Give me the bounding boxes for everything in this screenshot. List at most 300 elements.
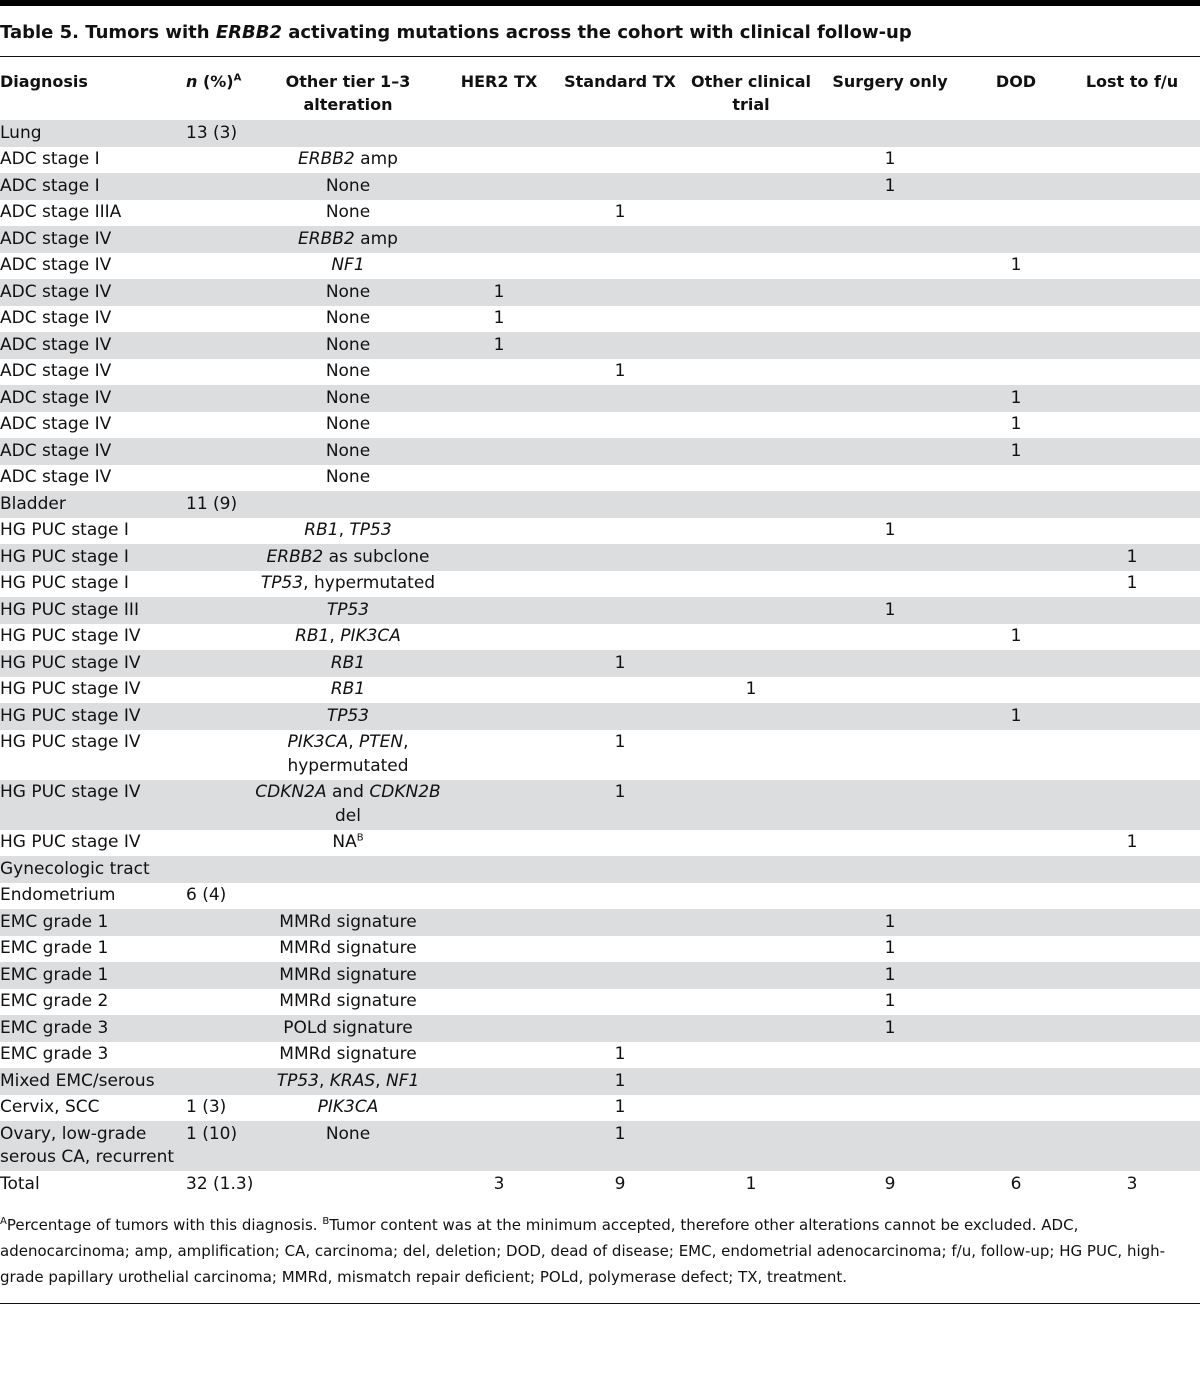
- cell-diagnosis: ADC stage IV: [0, 414, 112, 434]
- cell-clinical-trial: [690, 200, 812, 227]
- cell-surgery-only: [812, 883, 968, 910]
- cell-her2-tx: [448, 253, 550, 280]
- cell-her2-tx: [448, 173, 550, 200]
- table-row: [0, 173, 1200, 200]
- cell-other-alteration: [248, 359, 448, 386]
- cell-standard-tx: [550, 173, 690, 200]
- cell-diagnosis: Lung: [0, 120, 176, 147]
- cell-other-alteration: [248, 780, 448, 830]
- cell-diagnosis: Mixed EMC/serous: [0, 1068, 176, 1095]
- total-row: [0, 1171, 1200, 1198]
- alteration-segment: ,: [348, 732, 360, 752]
- cell-other-alteration: [248, 909, 448, 936]
- cell-dod: [968, 200, 1064, 227]
- cell-diagnosis: ADC stage IIIA: [0, 202, 122, 222]
- cell-her2-tx: [448, 856, 550, 883]
- cell-her2-tx: [448, 544, 550, 571]
- cell-standard-tx: [550, 883, 690, 910]
- cell-her2-tx: [448, 650, 550, 677]
- cell-surgery-only: [812, 253, 968, 280]
- cell-lost-to-fu: [1064, 677, 1200, 704]
- cell-standard-tx: [550, 147, 690, 174]
- cell-standard-tx: [550, 909, 690, 936]
- cell-surgery-only: 1: [812, 173, 968, 200]
- table-row: [0, 989, 1200, 1016]
- title-rule: [0, 56, 1200, 57]
- cell-other-alteration: [248, 1171, 448, 1198]
- alteration-segment: None: [325, 414, 371, 434]
- cell-dod: [968, 279, 1064, 306]
- table-row: [0, 677, 1200, 704]
- table-row: [0, 306, 1200, 333]
- cell-clinical-trial: [690, 173, 812, 200]
- cell-her2-tx: [448, 200, 550, 227]
- cell-n-percent: 1 (3): [186, 1097, 227, 1117]
- alteration-segment: None: [325, 175, 371, 196]
- cell-n-percent: [176, 650, 248, 677]
- cell-her2-tx: [448, 120, 550, 147]
- cell-standard-tx: [550, 830, 690, 857]
- cell-n-percent: [176, 856, 248, 883]
- cell-surgery-only: [812, 730, 968, 780]
- cell-her2-tx: [448, 989, 550, 1016]
- cell-clinical-trial: [690, 332, 812, 359]
- alteration-segment: PIK3CA: [287, 732, 349, 752]
- cell-other-alteration: [248, 730, 448, 780]
- cell-lost-to-fu: [1064, 1121, 1200, 1171]
- cell-dod: [968, 465, 1064, 492]
- cell-diagnosis: EMC grade 3: [0, 1015, 176, 1042]
- cell-clinical-trial: [690, 147, 812, 174]
- cell-her2-tx: [448, 359, 550, 386]
- table-row: [0, 1095, 1200, 1122]
- table-row: [0, 856, 1200, 883]
- cell-standard-tx: [550, 226, 690, 253]
- cell-n-percent: 6 (4): [186, 885, 227, 905]
- cell-surgery-only: 1: [812, 909, 968, 936]
- cell-dod: [968, 359, 1064, 386]
- cell-diagnosis: HG PUC stage I: [0, 520, 129, 540]
- table-row: [0, 253, 1200, 280]
- cell-diagnosis: Cervix, SCC: [0, 1097, 100, 1117]
- cell-standard-tx: [550, 412, 690, 439]
- cell-dod: [968, 883, 1064, 910]
- cell-standard-tx: [550, 120, 690, 147]
- cell-n-percent: 13 (3): [176, 120, 248, 147]
- cell-clinical-trial: [690, 1015, 812, 1042]
- cell-diagnosis: ADC stage IV: [0, 279, 176, 306]
- header-row: [0, 68, 1200, 120]
- cell-clinical-trial: [690, 465, 812, 492]
- cell-standard-tx: [550, 465, 690, 492]
- cell-n-percent: [176, 1042, 248, 1069]
- alteration-segment: MMRd signature: [279, 1044, 417, 1064]
- cell-dod: [968, 226, 1064, 253]
- table-row: [0, 544, 1200, 571]
- table-row: [0, 412, 1200, 439]
- cell-her2-tx: [448, 491, 550, 518]
- cell-n-percent: [176, 438, 248, 465]
- header-diagnosis: Diagnosis: [0, 72, 88, 91]
- header-standard-tx: Standard TX: [564, 72, 676, 91]
- cell-diagnosis: EMC grade 1: [0, 962, 176, 989]
- cell-dod: [968, 571, 1064, 598]
- cell-clinical-trial: [690, 624, 812, 651]
- cell-n-percent: [176, 226, 248, 253]
- cell-dod: [968, 1095, 1064, 1122]
- cell-her2-tx: [448, 1121, 550, 1171]
- alteration-segment: POLd signature: [283, 1017, 413, 1038]
- cell-standard-tx: [550, 571, 690, 598]
- cell-lost-to-fu: [1064, 226, 1200, 253]
- table-row: [0, 438, 1200, 465]
- cell-her2-tx: [448, 571, 550, 598]
- cell-standard-tx: [550, 544, 690, 571]
- table-row: [0, 830, 1200, 857]
- alteration-segment: NA: [332, 832, 357, 852]
- cell-dod: 1: [1010, 626, 1022, 646]
- alteration-segment: None: [325, 202, 371, 222]
- header-n: [176, 68, 248, 120]
- alteration-segment: ERBB2: [266, 546, 324, 567]
- cell-other-alteration: [248, 120, 448, 147]
- cell-other-alteration: [248, 306, 448, 333]
- cell-n-percent: [176, 730, 248, 780]
- cell-diagnosis: ADC stage IV: [0, 255, 112, 275]
- alteration-segment: B: [356, 832, 364, 844]
- alteration-segment: amp: [354, 149, 398, 169]
- alteration-segment: amp: [354, 228, 398, 249]
- cell-other-alteration: [248, 518, 448, 545]
- cell-other-alteration: [248, 883, 448, 910]
- cell-dod: [968, 544, 1064, 571]
- cell-other-alteration: [248, 989, 448, 1016]
- cell-standard-tx: 1: [614, 1044, 626, 1064]
- cell-surgery-only: [812, 571, 968, 598]
- cell-clinical-trial: [690, 909, 812, 936]
- cell-diagnosis: ADC stage IV: [0, 332, 176, 359]
- cell-n-percent: [176, 703, 248, 730]
- cell-other-alteration: [248, 412, 448, 439]
- table-row: [0, 465, 1200, 492]
- cell-diagnosis: ADC stage IV: [0, 438, 176, 465]
- cell-surgery-only: [812, 1042, 968, 1069]
- table-row: [0, 597, 1200, 624]
- cell-lost-to-fu: [1064, 147, 1200, 174]
- table-row: [0, 650, 1200, 677]
- table-row: [0, 624, 1200, 651]
- table-row: [0, 518, 1200, 545]
- table-title: [0, 20, 1200, 46]
- cell-n-percent: [176, 936, 248, 963]
- cell-other-alteration: [248, 465, 448, 492]
- cell-clinical-trial: [690, 962, 812, 989]
- cell-n-percent: [176, 306, 248, 333]
- alteration-segment: RB1: [330, 652, 366, 673]
- cell-her2-tx: [448, 226, 550, 253]
- cell-n-percent: [176, 544, 248, 571]
- cell-surgery-only: [812, 465, 968, 492]
- cell-her2-tx: [448, 909, 550, 936]
- cell-clinical-trial: [690, 438, 812, 465]
- cell-her2-tx: 1: [448, 332, 550, 359]
- cell-n-percent: [176, 465, 248, 492]
- alteration-segment: RB1: [330, 679, 366, 699]
- alteration-segment: MMRd signature: [279, 938, 417, 958]
- title-prefix: Table 5. Tumors with: [0, 22, 216, 43]
- cell-other-alteration: [248, 1015, 448, 1042]
- cell-clinical-trial: [690, 856, 812, 883]
- cell-n-percent: 11 (9): [176, 491, 248, 518]
- cell-dod: [968, 306, 1064, 333]
- cell-n-percent: [176, 962, 248, 989]
- cell-her2-tx: 1: [448, 279, 550, 306]
- cell-dod: [968, 173, 1064, 200]
- alteration-segment: ,: [329, 626, 341, 646]
- cell-dod: [968, 120, 1064, 147]
- cell-other-alteration: [248, 1095, 448, 1122]
- cell-diagnosis: ADC stage I: [0, 173, 176, 200]
- cell-other-alteration: [248, 962, 448, 989]
- cell-diagnosis: HG PUC stage IV: [0, 679, 141, 699]
- cell-diagnosis: ADC stage I: [0, 149, 100, 169]
- cell-her2-tx: [448, 830, 550, 857]
- cell-diagnosis: HG PUC stage IV: [0, 703, 176, 730]
- cell-n-percent: [176, 677, 248, 704]
- cell-lost-to-fu: [1064, 438, 1200, 465]
- cell-clinical-trial: [690, 279, 812, 306]
- cell-clinical-trial: [690, 730, 812, 780]
- cell-lost-to-fu: [1064, 359, 1200, 386]
- cell-other-alteration: [248, 1068, 448, 1095]
- cell-n-percent: [176, 1015, 248, 1042]
- cell-other-alteration: [248, 332, 448, 359]
- cell-dod: [968, 909, 1064, 936]
- alteration-segment: MMRd signature: [279, 964, 417, 985]
- cell-lost-to-fu: [1064, 780, 1200, 830]
- cell-standard-tx: 1: [550, 1121, 690, 1171]
- cell-lost-to-fu: [1064, 597, 1200, 624]
- cell-diagnosis: HG PUC stage III: [0, 597, 176, 624]
- cell-lost-to-fu: [1064, 279, 1200, 306]
- title-gene: ERBB2: [215, 22, 282, 43]
- cell-lost-to-fu: [1064, 962, 1200, 989]
- cell-surgery-only: 1: [812, 962, 968, 989]
- cell-clinical-trial: [690, 253, 812, 280]
- cell-dod: 6: [968, 1171, 1064, 1198]
- cell-dod: 1: [1010, 414, 1022, 434]
- cell-clinical-trial: [690, 412, 812, 439]
- alteration-segment: MMRd signature: [279, 911, 417, 932]
- cell-her2-tx: 1: [493, 308, 505, 328]
- cell-other-alteration: [248, 253, 448, 280]
- cell-surgery-only: [812, 544, 968, 571]
- cell-clinical-trial: [690, 306, 812, 333]
- cell-lost-to-fu: [1064, 253, 1200, 280]
- cell-her2-tx: [448, 1015, 550, 1042]
- cell-clinical-trial: [690, 120, 812, 147]
- cell-standard-tx: 9: [550, 1171, 690, 1198]
- cell-clinical-trial: [690, 491, 812, 518]
- cell-standard-tx: [550, 936, 690, 963]
- alteration-segment: TP53: [326, 705, 370, 726]
- cell-lost-to-fu: [1064, 200, 1200, 227]
- cell-standard-tx: [550, 306, 690, 333]
- table-row: [0, 385, 1200, 412]
- alteration-segment: , hypermutated: [287, 732, 409, 776]
- cell-standard-tx: 1: [614, 1097, 626, 1117]
- alteration-segment: None: [325, 1123, 371, 1144]
- cell-other-alteration: [248, 830, 448, 857]
- table-row: [0, 147, 1200, 174]
- cell-her2-tx: [448, 780, 550, 830]
- cell-surgery-only: 1: [812, 1015, 968, 1042]
- alteration-segment: None: [325, 387, 371, 408]
- cell-dod: 1: [968, 385, 1064, 412]
- alteration-segment: KRAS: [329, 1070, 376, 1091]
- cell-other-alteration: [248, 385, 448, 412]
- cell-diagnosis: HG PUC stage IV: [0, 650, 176, 677]
- cell-other-alteration: [248, 491, 448, 518]
- cell-n-percent: [176, 518, 248, 545]
- cell-dod: [968, 830, 1064, 857]
- cell-n-percent: [176, 173, 248, 200]
- cell-lost-to-fu: [1064, 883, 1200, 910]
- cell-clinical-trial: [690, 385, 812, 412]
- cell-dod: [968, 1042, 1064, 1069]
- header-dod: DOD: [995, 72, 1037, 91]
- table-row: [0, 730, 1200, 780]
- table-row: [0, 571, 1200, 598]
- cell-dod: [968, 1121, 1064, 1171]
- cell-standard-tx: [550, 856, 690, 883]
- cell-other-alteration: [248, 650, 448, 677]
- cell-n-percent: [176, 1068, 248, 1095]
- cell-other-alteration: [248, 1121, 448, 1171]
- cell-standard-tx: [550, 989, 690, 1016]
- table-row: [0, 332, 1200, 359]
- alteration-segment: NF1: [385, 1070, 420, 1091]
- cell-diagnosis: HG PUC stage IV: [0, 780, 176, 830]
- cell-dod: 1: [968, 438, 1064, 465]
- cell-standard-tx: 1: [550, 1068, 690, 1095]
- cell-lost-to-fu: [1064, 385, 1200, 412]
- cell-n-percent: [176, 624, 248, 651]
- cell-n-percent: [176, 597, 248, 624]
- cell-clinical-trial: [690, 989, 812, 1016]
- cell-dod: [968, 780, 1064, 830]
- header-clinical-trial: Other clinical trial: [690, 72, 812, 114]
- results-table: [0, 68, 1200, 1198]
- cell-surgery-only: [812, 1121, 968, 1171]
- cell-surgery-only: 1: [884, 520, 896, 540]
- cell-lost-to-fu: 3: [1064, 1171, 1200, 1198]
- cell-diagnosis: HG PUC stage I: [0, 573, 129, 593]
- alteration-segment: RB1: [295, 626, 330, 646]
- cell-other-alteration: [248, 677, 448, 704]
- cell-clinical-trial: [690, 1121, 812, 1171]
- alteration-segment: ,: [375, 1070, 386, 1091]
- cell-n-percent: [176, 147, 248, 174]
- cell-her2-tx: [448, 465, 550, 492]
- cell-clinical-trial: 1: [690, 1171, 812, 1198]
- cell-her2-tx: [448, 1068, 550, 1095]
- cell-surgery-only: [812, 780, 968, 830]
- cell-diagnosis: ADC stage IV: [0, 226, 176, 253]
- alteration-segment: None: [325, 334, 371, 355]
- cell-dod: 1: [1010, 255, 1022, 275]
- cell-diagnosis: Endometrium: [0, 885, 116, 905]
- cell-diagnosis: HG PUC stage IV: [0, 626, 141, 646]
- alteration-segment: TP53: [349, 520, 392, 540]
- cell-standard-tx: [550, 677, 690, 704]
- cell-her2-tx: [448, 703, 550, 730]
- cell-surgery-only: 1: [884, 938, 896, 958]
- table-row: [0, 279, 1200, 306]
- cell-clinical-trial: [690, 936, 812, 963]
- cell-clinical-trial: [690, 518, 812, 545]
- cell-diagnosis: HG PUC stage I: [0, 544, 176, 571]
- cell-dod: [968, 1068, 1064, 1095]
- cell-n-percent: [176, 989, 248, 1016]
- cell-her2-tx: [448, 438, 550, 465]
- cell-clinical-trial: 1: [745, 679, 757, 699]
- cell-diagnosis: EMC grade 2: [0, 991, 109, 1011]
- cell-lost-to-fu: [1064, 120, 1200, 147]
- cell-surgery-only: 1: [884, 991, 896, 1011]
- cell-diagnosis: Ovary, low-grade serous CA, recurrent: [0, 1121, 176, 1171]
- cell-n-percent: [176, 571, 248, 598]
- header-other-alteration: Other tier 1–3 alteration: [285, 72, 411, 114]
- cell-clinical-trial: [690, 571, 812, 598]
- cell-clinical-trial: [690, 544, 812, 571]
- cell-dod: [968, 989, 1064, 1016]
- cell-clinical-trial: [690, 1068, 812, 1095]
- cell-diagnosis: ADC stage IV: [0, 308, 112, 328]
- cell-clinical-trial: [690, 883, 812, 910]
- table-row: [0, 120, 1200, 147]
- cell-other-alteration: [248, 624, 448, 651]
- cell-diagnosis: Total: [0, 1171, 176, 1198]
- cell-her2-tx: [448, 518, 550, 545]
- cell-n-percent: [176, 909, 248, 936]
- cell-dod: [968, 962, 1064, 989]
- cell-clinical-trial: [690, 1095, 812, 1122]
- cell-other-alteration: [248, 226, 448, 253]
- alteration-segment: TP53: [326, 599, 370, 620]
- cell-surgery-only: [812, 226, 968, 253]
- cell-diagnosis: HG PUC stage IV: [0, 732, 141, 752]
- cell-her2-tx: [448, 385, 550, 412]
- cell-surgery-only: [812, 624, 968, 651]
- title-suffix: activating mutations across the cohort with clinical follow-up: [281, 22, 912, 43]
- cell-n-percent: 1 (10): [176, 1121, 248, 1171]
- cell-clinical-trial: [690, 650, 812, 677]
- cell-standard-tx: [550, 253, 690, 280]
- cell-lost-to-fu: [1064, 173, 1200, 200]
- cell-surgery-only: [812, 856, 968, 883]
- alteration-segment: ,: [318, 1070, 330, 1091]
- cell-dod: [968, 1015, 1064, 1042]
- alteration-segment: None: [325, 308, 371, 328]
- cell-other-alteration: [248, 1042, 448, 1069]
- cell-other-alteration: [248, 856, 448, 883]
- alteration-segment: and: [326, 782, 370, 802]
- table-row: [0, 1121, 1200, 1171]
- cell-lost-to-fu: [1064, 1095, 1200, 1122]
- cell-diagnosis: Bladder: [0, 491, 176, 518]
- cell-n-percent: [176, 780, 248, 830]
